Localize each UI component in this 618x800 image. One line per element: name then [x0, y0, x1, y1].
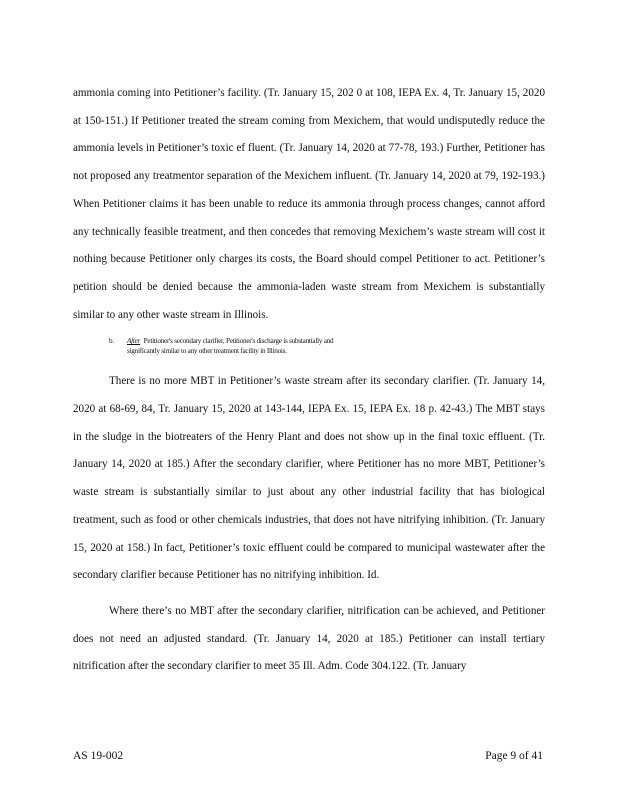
- paragraph-spacer: [73, 590, 545, 598]
- document-body: [73, 80, 545, 681]
- section-marker: b.: [109, 337, 114, 346]
- paragraph-ammonia: ammonia coming into Petitioner’s facility. (Tr. January 15, 202 0 at 108, IEPA Ex. 4, Tr. January 15, 2020 at 150-151.) If Petitioner treated the stream coming from Mexichem, that would undisputedly reduce the ammonia levels in Petitioner’s toxic ef fluent. (Tr. January 14, 2020 at 77-78, 193.) Further, Petitioner has not proposed any treatmentor separation of the Mexichem influent. (Tr. January 14, 2020 at 79, 192-193.) When Petitioner claims it has been unable to reduce its ammonia through process changes, cannot afford any technically feasible treatment, and then concedes that removing Mexichem’s waste stream will cost it nothing because Petitioner only charges its costs, the Board should compel Petitioner to act. Petitioner’s petition should be denied because the ammonia-laden waste stream from Mexichem is substantially similar to any other waste stream in Illinois.: [73, 87, 545, 321]
- footer-docket: AS 19-002: [73, 750, 124, 762]
- section-heading-emphasis: After: [127, 337, 141, 346]
- section-heading-line1: Petitioner's secondary clarifier, Petitioner's discharge is substantially and: [143, 337, 334, 346]
- paragraph-mbt: There is no more MBT in Petitioner’s waste stream after its secondary clarifier. (Tr. January 14, 2020 at 68-69, 84, Tr. January 15, 2020 at 143-144, IEPA Ex. 15, IEPA Ex. 18 p. 42-43.) The MBT stays in the sludge in the biotreaters of the Henry Plant and does not show up in the final toxic effluent. (Tr. January 14, 2020 at 185.) After the secondary clarifier, where Petitioner has no more MBT, Petitioner’s waste stream is substantially similar to just about any other industrial facility that has biological treatment, such as food or other chemicals industries, that does not have nitrifying inhibition. (Tr. January 15, 2020 at 158.) In fact, Petitioner’s toxic effluent could be compared to municipal wastewater after the secondary clarifier because Petitioner has no nitrifying inhibition. Id.: [73, 375, 545, 582]
- paragraph-nitrification: Where there’s no MBT after the secondary clarifier, nitrification can be achieved, and Petitioner does not need an adjusted standard. (Tr. January 14, 2020 at 185.) Petitioner can install tertiary nitrification after the secondary clarifier to meet 35 Ill. Adm. Code 304.122. (Tr. January: [73, 604, 545, 673]
- footer-page-number: Page 9 of 41: [485, 750, 543, 762]
- section-heading-b: [109, 336, 545, 356]
- section-heading-line2: significantly similar to any other treatment facility in Illinois.: [127, 347, 287, 356]
